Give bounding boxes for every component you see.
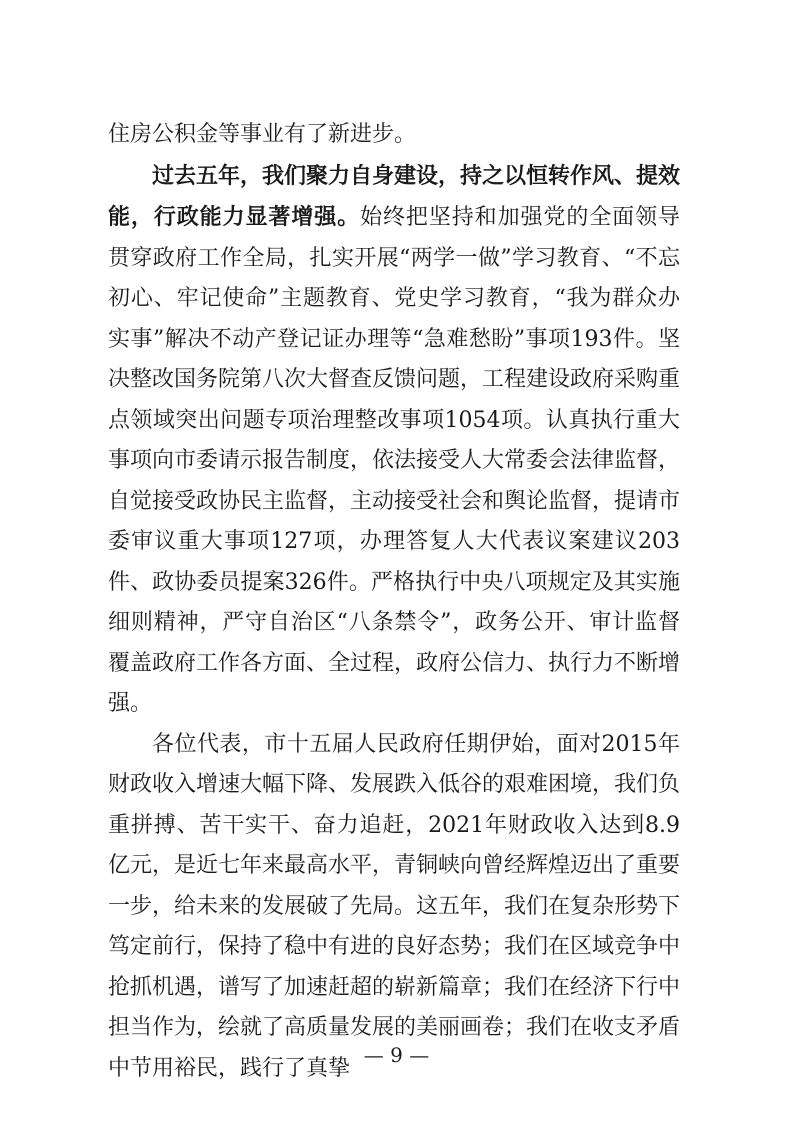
paragraph-summary xyxy=(108,725,680,1090)
paragraph-text: 住房公积金等事业有了新进步。 xyxy=(108,122,417,147)
paragraph-text: 始终把坚持和加强党的全面领导贯穿政府工作全局，扎实开展“两学一做”学习教育、“不忘初心、牢记使命”主题教育、党史学习教育，“我为群众办实事”解决不动产登记证办理等“急难愁盼”事项193件。坚决整改国务院第八次大督查反馈问题，工程建设政府采购重点领域突出问题专项治理整改事项1054项。认真执行重大事项向市委请示报告制度，依法接受人大常委会法律监督，自觉接受政协民主监督，主动接受社会和舆论监督，提请市委审议重大事项127项，办理答复人大代表议案建议203件、政协委员提案326件。严格执行中央八项规定及其实施细则精神，严守自治区“八条禁令”，政务公开、审计监督覆盖政府工作各方面、全过程，政府公信力、执行力不断增强。 xyxy=(108,205,681,716)
paragraph-self-building xyxy=(108,156,680,725)
body-text xyxy=(108,115,680,1089)
paragraph-continuation xyxy=(108,115,680,156)
page-number: — 9 — xyxy=(363,1043,430,1067)
paragraph-text: 各位代表，市十五届人民政府任期伊始，面对2015年财政收入增速大幅下降、发展跌入低谷的艰难困境，我们负重拼搏、苦干实干、奋力追赶，2021年财政收入达到8.9亿元，是近七年来最高水平，青铜峡向曾经辉煌迈出了重要一步，给未来的发展破了先局。这五年，我们在复杂形势下笃定前行，保持了稳中有进的良好态势；我们在区域竞争中抢抓机遇，谱写了加速赶超的崭新篇章；我们在经济下行中担当作为，绘就了高质量发展的美丽画卷；我们在收支矛盾中节用裕民，践行了真挚 xyxy=(108,731,681,1081)
paragraph-lead-heading: 过去五年，我们聚力自身建设，持之以恒转作风、提效能，行政能力显著增强。 xyxy=(108,162,681,230)
